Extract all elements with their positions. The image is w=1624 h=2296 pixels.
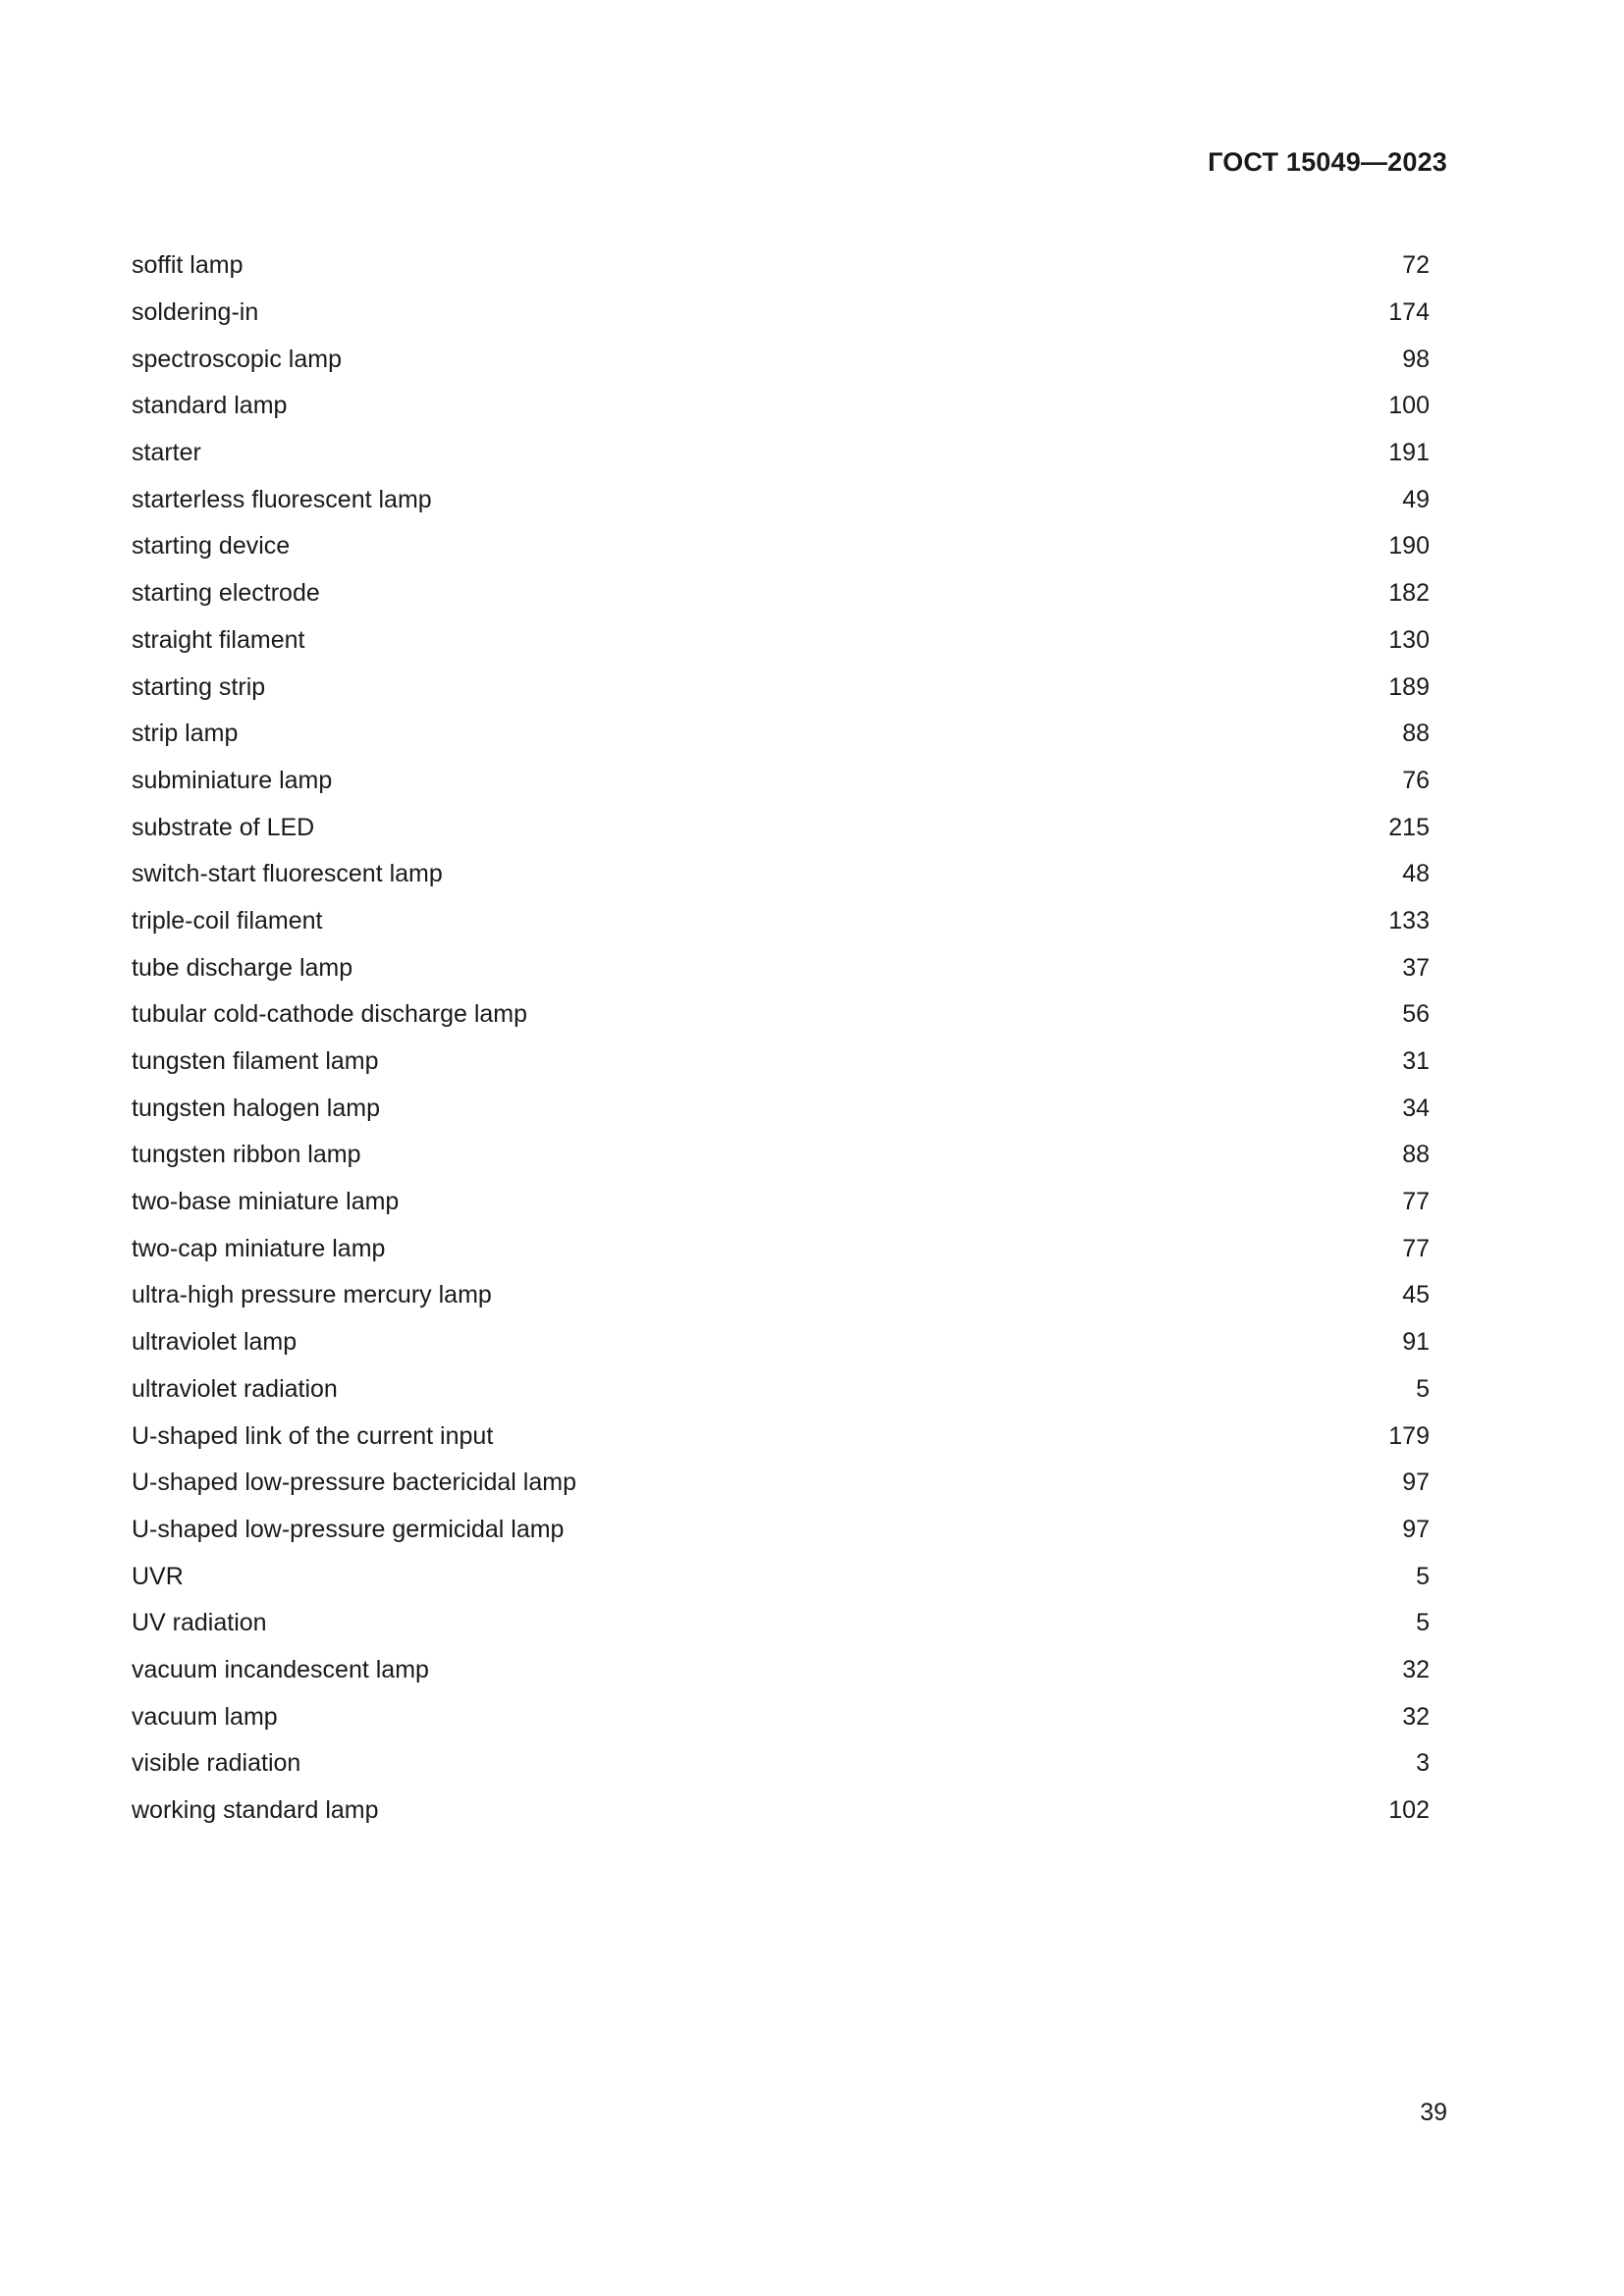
index-entry xyxy=(132,1413,1430,1460)
index-entry xyxy=(132,1553,1430,1600)
index-entry xyxy=(132,711,1430,758)
index-page-ref: 77 xyxy=(1402,1188,1430,1216)
index-entry xyxy=(132,944,1430,991)
index-entry xyxy=(132,570,1430,617)
index-page-ref: 215 xyxy=(1388,813,1430,841)
index-term: tungsten filament lamp xyxy=(132,1047,379,1076)
index-entry xyxy=(132,804,1430,851)
index-page-ref: 179 xyxy=(1388,1421,1430,1450)
page-number: 39 xyxy=(1420,2099,1447,2126)
index-term: UVR xyxy=(132,1562,184,1590)
index-term: starterless fluorescent lamp xyxy=(132,485,432,513)
index-entry xyxy=(132,1600,1430,1647)
index-page-ref: 37 xyxy=(1402,953,1430,982)
index-entry xyxy=(132,430,1430,477)
index-entry xyxy=(132,1507,1430,1554)
index-term: visible radiation xyxy=(132,1749,301,1778)
index-entry xyxy=(132,290,1430,337)
index-term: two-cap miniature lamp xyxy=(132,1234,386,1262)
index-page-ref: 182 xyxy=(1388,579,1430,608)
alphabetical-index-list xyxy=(132,242,1430,1834)
index-entry xyxy=(132,476,1430,523)
index-term: tubular cold-cathode discharge lamp xyxy=(132,1000,528,1029)
index-entry xyxy=(132,851,1430,898)
index-term: ultraviolet radiation xyxy=(132,1374,338,1403)
index-page-ref: 32 xyxy=(1402,1655,1430,1683)
index-term: starter xyxy=(132,439,201,467)
index-page-ref: 88 xyxy=(1402,720,1430,748)
index-term: straight filament xyxy=(132,625,305,654)
index-term: working standard lamp xyxy=(132,1796,379,1825)
index-term: substrate of LED xyxy=(132,813,315,841)
index-entry xyxy=(132,898,1430,945)
index-page-ref: 5 xyxy=(1416,1562,1430,1590)
index-term: soldering-in xyxy=(132,298,259,327)
index-entry xyxy=(132,1647,1430,1694)
index-term: tungsten halogen lamp xyxy=(132,1094,380,1122)
index-entry xyxy=(132,1179,1430,1226)
index-page-ref: 48 xyxy=(1402,860,1430,888)
index-page-ref: 189 xyxy=(1388,672,1430,701)
index-term: subminiature lamp xyxy=(132,766,333,794)
index-term: starting device xyxy=(132,532,291,561)
index-entry xyxy=(132,336,1430,383)
index-page-ref: 31 xyxy=(1402,1047,1430,1076)
index-entry xyxy=(132,1693,1430,1740)
index-page-ref: 100 xyxy=(1388,392,1430,420)
index-page-ref: 91 xyxy=(1402,1328,1430,1357)
index-entry xyxy=(132,242,1430,290)
index-page-ref: 56 xyxy=(1402,1000,1430,1029)
index-term: strip lamp xyxy=(132,720,239,748)
index-entry xyxy=(132,1366,1430,1414)
index-page-ref: 130 xyxy=(1388,625,1430,654)
index-entry xyxy=(132,1460,1430,1507)
index-entry xyxy=(132,1039,1430,1086)
index-entry xyxy=(132,758,1430,805)
index-term: starting strip xyxy=(132,672,266,701)
index-entry xyxy=(132,1740,1430,1788)
index-term: triple-coil filament xyxy=(132,906,323,934)
index-page-ref: 76 xyxy=(1402,766,1430,794)
index-page-ref: 3 xyxy=(1416,1749,1430,1778)
index-term: tube discharge lamp xyxy=(132,953,353,982)
index-page-ref: 32 xyxy=(1402,1702,1430,1731)
index-page-ref: 97 xyxy=(1402,1515,1430,1543)
index-term: switch-start fluorescent lamp xyxy=(132,860,443,888)
index-term: ultraviolet lamp xyxy=(132,1328,298,1357)
index-term: U-shaped link of the current input xyxy=(132,1421,494,1450)
index-page-ref: 5 xyxy=(1416,1609,1430,1637)
index-page-ref: 72 xyxy=(1402,251,1430,280)
index-page-ref: 88 xyxy=(1402,1141,1430,1169)
index-term: vacuum lamp xyxy=(132,1702,278,1731)
index-entry xyxy=(132,1272,1430,1319)
index-term: two-base miniature lamp xyxy=(132,1188,400,1216)
index-entry xyxy=(132,1132,1430,1179)
index-entry xyxy=(132,1319,1430,1366)
index-term: U-shaped low-pressure bactericidal lamp xyxy=(132,1468,576,1497)
index-term: spectroscopic lamp xyxy=(132,345,342,373)
index-page-ref: 190 xyxy=(1388,532,1430,561)
index-page-ref: 102 xyxy=(1388,1796,1430,1825)
index-term: U-shaped low-pressure germicidal lamp xyxy=(132,1515,565,1543)
index-entry xyxy=(132,617,1430,665)
index-page-ref: 34 xyxy=(1402,1094,1430,1122)
index-entry xyxy=(132,1085,1430,1132)
index-term: standard lamp xyxy=(132,392,288,420)
index-term: soffit lamp xyxy=(132,251,244,280)
index-page-ref: 5 xyxy=(1416,1374,1430,1403)
index-term: ultra-high pressure mercury lamp xyxy=(132,1281,492,1309)
index-entry xyxy=(132,383,1430,430)
index-entry xyxy=(132,664,1430,711)
index-page-ref: 49 xyxy=(1402,485,1430,513)
document-header-standard-id: ГОСТ 15049—2023 xyxy=(1208,147,1447,177)
index-page-ref: 97 xyxy=(1402,1468,1430,1497)
index-page-ref: 98 xyxy=(1402,345,1430,373)
index-term: tungsten ribbon lamp xyxy=(132,1141,361,1169)
index-page-ref: 133 xyxy=(1388,906,1430,934)
index-page-ref: 174 xyxy=(1388,298,1430,327)
index-term: vacuum incandescent lamp xyxy=(132,1655,429,1683)
index-entry xyxy=(132,1788,1430,1835)
index-entry xyxy=(132,523,1430,570)
index-page-ref: 191 xyxy=(1388,439,1430,467)
index-page-ref: 77 xyxy=(1402,1234,1430,1262)
index-entry xyxy=(132,991,1430,1039)
index-term: starting electrode xyxy=(132,579,320,608)
index-entry xyxy=(132,1225,1430,1272)
index-term: UV radiation xyxy=(132,1609,267,1637)
index-page-ref: 45 xyxy=(1402,1281,1430,1309)
